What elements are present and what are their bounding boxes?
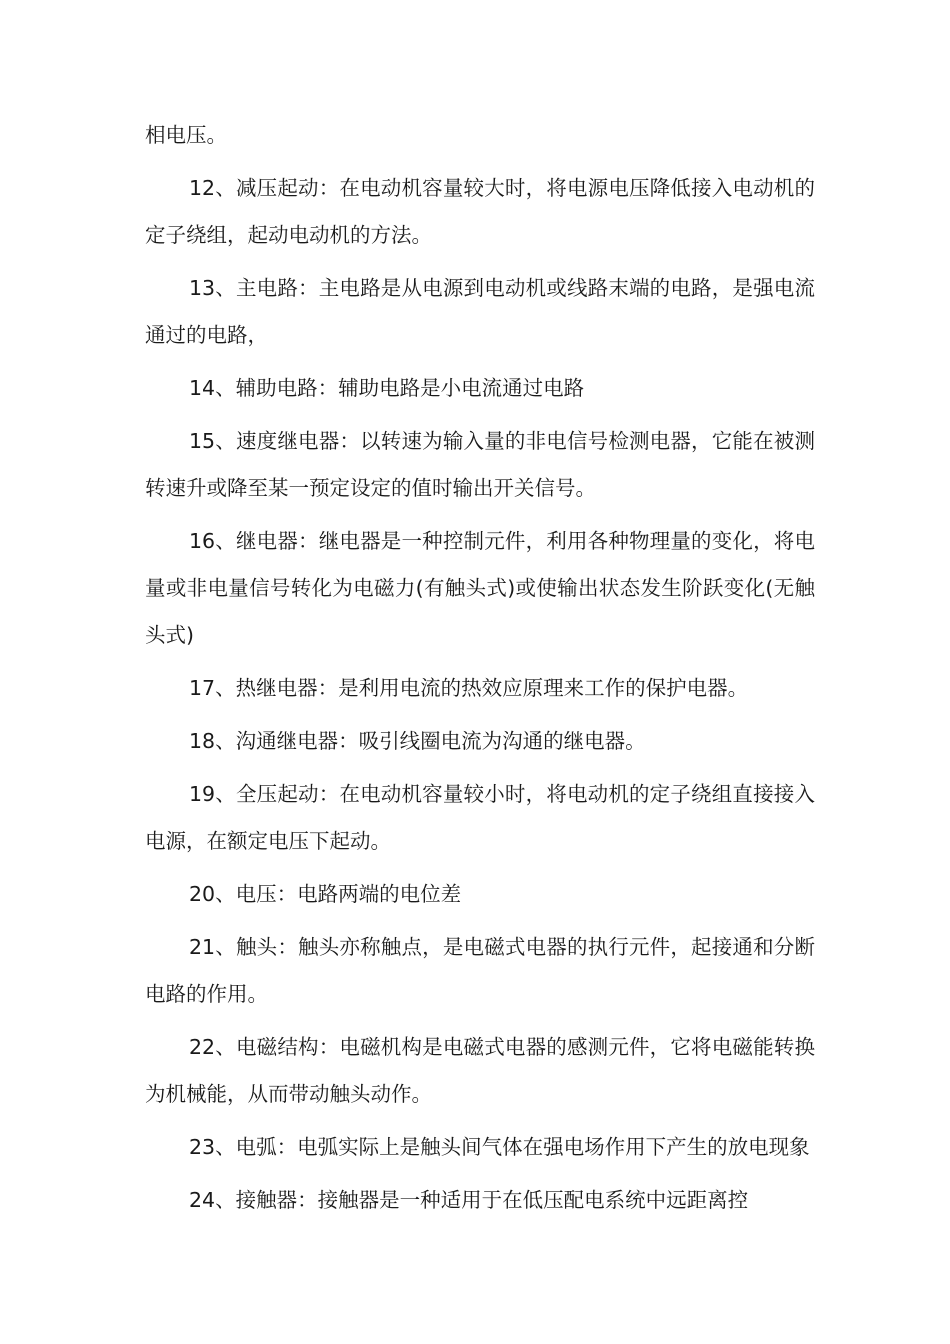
paragraph-21-contact: 21、触头：触头亦称触点，是电磁式电器的执行元件，起接通和分断电路的作用。 bbox=[145, 935, 815, 1006]
paragraph-16-relay: 16、继电器：继电器是一种控制元件，利用各种物理量的变化，将电量或非电量信号转化为电磁力(有触头式)或使输出状态发生阶跃变化(无触头式) bbox=[145, 529, 815, 647]
paragraph-24-contactor: 24、接触器：接触器是一种适用于在低压配电系统中远距离控 bbox=[189, 1188, 749, 1212]
paragraph-19-full-voltage-start: 19、全压起动：在电动机容量较小时，将电动机的定子绕组直接接入电源，在额定电压下起动。 bbox=[145, 782, 815, 853]
paragraph-15-speed-relay: 15、速度继电器：以转速为输入量的非电信号检测电器，它能在被测转速升或降至某一预定设定的值时输出开关信号。 bbox=[145, 429, 815, 500]
paragraph-17-thermal-relay: 17、热继电器：是利用电流的热效应原理来工作的保护电器。 bbox=[189, 676, 749, 700]
paragraph-18-ac-relay: 18、沟通继电器：吸引线圈电流为沟通的继电器。 bbox=[189, 729, 646, 753]
paragraph-12-reduced-voltage-start: 12、减压起动：在电动机容量较大时，将电源电压降低接入电动机的定子绕组，起动电动机的方法。 bbox=[145, 176, 815, 247]
paragraph-continuation: 相电压。 bbox=[145, 123, 227, 147]
paragraph-22-electromagnetic-structure: 22、电磁结构：电磁机构是电磁式电器的感测元件，它将电磁能转换为机械能，从而带动触头动作。 bbox=[145, 1035, 815, 1106]
paragraph-20-voltage: 20、电压：电路两端的电位差 bbox=[189, 882, 462, 906]
paragraph-23-electric-arc: 23、电弧：电弧实际上是触头间气体在强电场作用下产生的放电现象 bbox=[189, 1135, 810, 1159]
paragraph-14-auxiliary-circuit: 14、辅助电路：辅助电路是小电流通过电路 bbox=[189, 376, 585, 400]
paragraph-13-main-circuit: 13、主电路：主电路是从电源到电动机或线路末端的电路，是强电流通过的电路， bbox=[145, 276, 815, 347]
document-body bbox=[145, 112, 815, 1230]
